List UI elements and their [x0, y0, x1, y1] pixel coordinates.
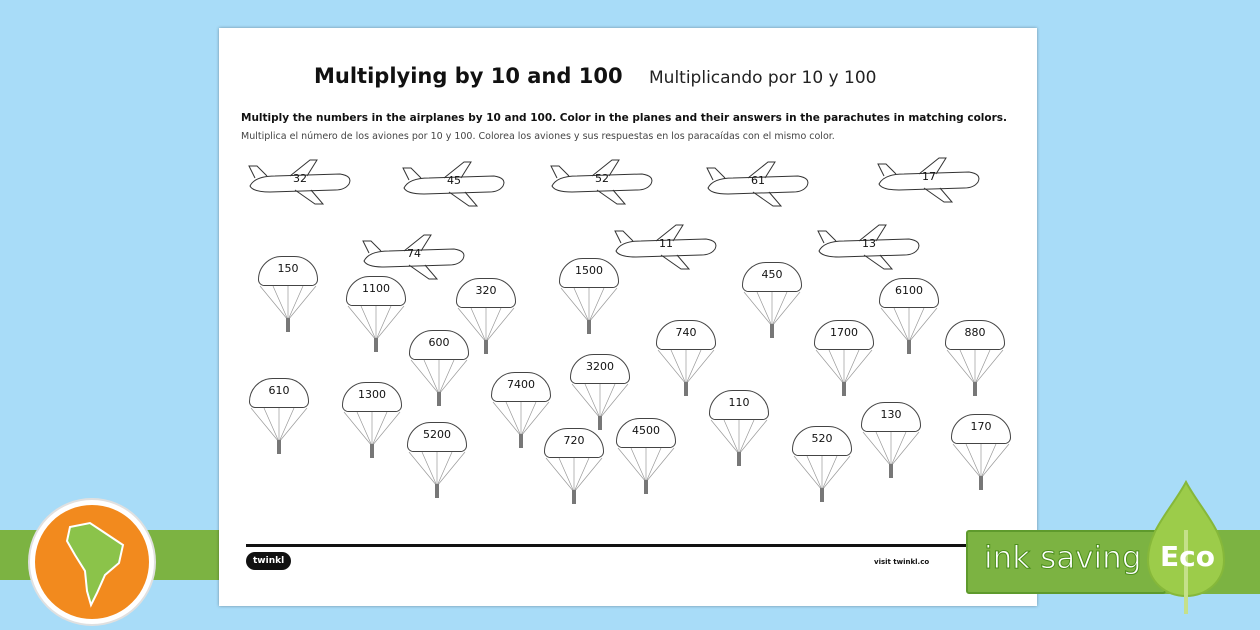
instructions-english: Multiply the numbers in the airplanes by 10 and 100. Color in the planes and their answers in the parachutes in matching colors. — [241, 112, 1008, 124]
airplane-number: 32 — [293, 172, 307, 185]
parachute — [656, 320, 716, 395]
parachute — [346, 276, 406, 351]
parachute-answer: 130 — [861, 402, 921, 432]
parachute-strings-icon — [945, 348, 1005, 398]
parachute-strings-icon — [249, 406, 309, 456]
parachute-strings-icon — [861, 430, 921, 480]
parachute — [409, 330, 469, 405]
footer-link[interactable]: visit twinkl.co — [874, 558, 930, 566]
parachute-answer: 1500 — [559, 258, 619, 288]
parachute-strings-icon — [342, 410, 402, 460]
parachute-strings-icon — [792, 454, 852, 504]
airplane — [245, 158, 355, 208]
airplane — [547, 158, 657, 208]
parachute-strings-icon — [814, 348, 874, 398]
parachute-answer: 150 — [258, 256, 318, 286]
footer-divider — [246, 544, 1037, 547]
parachute — [814, 320, 874, 395]
airplane — [703, 160, 813, 210]
parachute-strings-icon — [879, 306, 939, 356]
parachute-answer: 880 — [945, 320, 1005, 350]
airplane — [874, 156, 984, 206]
parachute-answer: 450 — [742, 262, 802, 292]
parachute-strings-icon — [407, 450, 467, 500]
parachute-strings-icon — [544, 456, 604, 506]
airplane-number: 61 — [751, 174, 765, 187]
parachute-answer: 320 — [456, 278, 516, 308]
airplane-number: 13 — [862, 237, 876, 250]
parachute — [951, 414, 1011, 489]
parachute — [742, 262, 802, 337]
airplane — [814, 223, 924, 273]
parachute-strings-icon — [616, 446, 676, 496]
parachute-answer: 520 — [792, 426, 852, 456]
parachute-answer: 3200 — [570, 354, 630, 384]
page-subtitle: Multiplicando por 10 y 100 — [649, 68, 877, 88]
page-title: Multiplying by 10 and 100 — [314, 64, 623, 88]
parachute-answer: 1300 — [342, 382, 402, 412]
parachute — [792, 426, 852, 501]
airplane-number: 17 — [922, 170, 936, 183]
ink-saving-label: ink saving — [984, 540, 1142, 576]
eco-label: Eco — [1160, 540, 1215, 573]
parachute — [544, 428, 604, 503]
instructions-spanish: Multiplica el número de los aviones por 10 y 100. Colorea los aviones y sus respuestas en los paracaídas con el mismo color. — [241, 131, 835, 142]
parachute — [559, 258, 619, 333]
parachute-answer: 740 — [656, 320, 716, 350]
parachute-strings-icon — [409, 358, 469, 408]
parachute-strings-icon — [491, 400, 551, 450]
parachute-answer: 610 — [249, 378, 309, 408]
parachute-strings-icon — [742, 290, 802, 340]
parachute-strings-icon — [559, 286, 619, 336]
parachute-strings-icon — [656, 348, 716, 398]
parachute — [258, 256, 318, 331]
parachute — [945, 320, 1005, 395]
parachute-strings-icon — [709, 418, 769, 468]
airplane-number: 11 — [659, 237, 673, 250]
parachute-strings-icon — [258, 284, 318, 334]
parachute-answer: 110 — [709, 390, 769, 420]
parachute-answer: 600 — [409, 330, 469, 360]
worksheet-page — [219, 28, 1037, 606]
airplane — [399, 160, 509, 210]
parachute-answer: 6100 — [879, 278, 939, 308]
parachute-answer: 1100 — [346, 276, 406, 306]
parachute — [879, 278, 939, 353]
parachute-answer: 7400 — [491, 372, 551, 402]
parachute-strings-icon — [346, 304, 406, 354]
parachute-answer: 170 — [951, 414, 1011, 444]
parachute-strings-icon — [951, 442, 1011, 492]
parachute — [709, 390, 769, 465]
airplane — [611, 223, 721, 273]
parachute — [342, 382, 402, 457]
parachute — [616, 418, 676, 493]
south-america-globe-icon — [30, 500, 154, 624]
airplane-number: 74 — [407, 247, 421, 260]
airplane-number: 52 — [595, 172, 609, 185]
parachute-answer: 5200 — [407, 422, 467, 452]
parachute-answer: 4500 — [616, 418, 676, 448]
parachute-answer: 1700 — [814, 320, 874, 350]
parachute — [249, 378, 309, 453]
parachute — [861, 402, 921, 477]
airplane-number: 45 — [447, 174, 461, 187]
twinkl-logo: twinkl — [246, 552, 291, 570]
parachute — [491, 372, 551, 447]
parachute — [407, 422, 467, 497]
parachute-answer: 720 — [544, 428, 604, 458]
